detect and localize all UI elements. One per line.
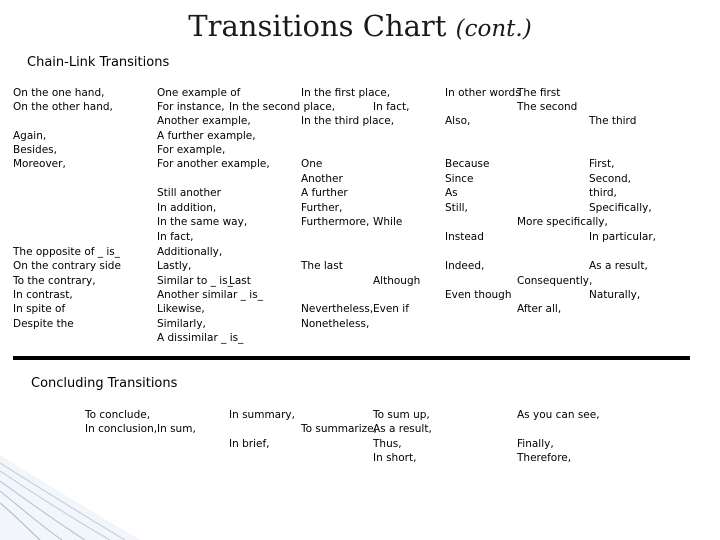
transition-phrase: In addition, <box>157 202 217 214</box>
transition-phrase: One example of <box>157 87 241 99</box>
transition-phrase: In the same way, <box>157 216 248 228</box>
transition-phrase: In the third place, <box>301 115 395 127</box>
transition-phrase: More specifically, <box>517 216 608 228</box>
chain-link-heading: Chain-Link Transitions <box>27 55 170 70</box>
transition-phrase: Indeed, <box>445 260 485 272</box>
transition-phrase: Even though <box>445 289 512 301</box>
transition-phrase: In the first place, <box>301 87 391 99</box>
transition-phrase: Again, <box>13 130 47 142</box>
transition-phrase: Similarly, <box>157 318 206 330</box>
transition-phrase: Likewise, <box>157 303 205 315</box>
section-divider <box>13 356 690 360</box>
transition-phrase: A dissimilar _ is_ <box>157 332 244 344</box>
transition-phrase: Last <box>229 275 251 287</box>
transition-phrase: In the second place, <box>229 101 336 113</box>
transition-phrase: The third <box>589 115 637 127</box>
transition-phrase: In other words <box>445 87 521 99</box>
transition-phrase: Thus, <box>373 438 402 450</box>
transition-phrase: In conclusion, <box>85 423 158 435</box>
transition-phrase: As a result, <box>373 423 432 435</box>
transition-phrase: Because <box>445 158 490 170</box>
transition-phrase: To conclude, <box>85 409 151 421</box>
transition-phrase: Additionally, <box>157 246 223 258</box>
transition-phrase: In brief, <box>229 438 270 450</box>
transition-phrase: Since <box>445 173 474 185</box>
page-title <box>0 8 720 47</box>
transition-phrase: The opposite of _ is_ <box>13 246 121 258</box>
transition-phrase: Besides, <box>13 144 57 156</box>
transition-phrase: Furthermore, <box>301 216 370 228</box>
transition-phrase: In contrast, <box>13 289 73 301</box>
transition-phrase: For instance, <box>157 101 225 113</box>
transition-phrase: On the other hand, <box>13 101 113 113</box>
decorative-corner-waves <box>0 455 140 540</box>
transition-phrase: A further <box>301 187 348 199</box>
transition-phrase: Moreover, <box>13 158 66 170</box>
transition-phrase: In particular, <box>589 231 656 243</box>
transition-phrase: First, <box>589 158 615 170</box>
transition-phrase: The first <box>517 87 561 99</box>
transition-phrase: The second <box>517 101 578 113</box>
transition-phrase: Second, <box>589 173 631 185</box>
transition-phrase: On the contrary side <box>13 260 121 272</box>
transition-phrase: As a result, <box>589 260 648 272</box>
transition-phrase: Consequently, <box>517 275 593 287</box>
transition-phrase: In fact, <box>157 231 194 243</box>
concluding-heading: Concluding Transitions <box>31 376 178 391</box>
transition-phrase: While <box>373 216 403 228</box>
transition-phrase: To the contrary, <box>13 275 96 287</box>
transition-phrase: The last <box>301 260 343 272</box>
transition-phrase: In spite of <box>13 303 66 315</box>
transition-phrase: Specifically, <box>589 202 652 214</box>
transition-phrase: Nonetheless, <box>301 318 370 330</box>
transition-phrase: In summary, <box>229 409 295 421</box>
title-main: Transitions Chart <box>188 9 447 43</box>
transition-phrase: Although <box>373 275 421 287</box>
transition-phrase: Nevertheless, <box>301 303 374 315</box>
transition-phrase: After all, <box>517 303 562 315</box>
transition-phrase: Still, <box>445 202 468 214</box>
transition-phrase: Also, <box>445 115 471 127</box>
transition-phrase: Even if <box>373 303 409 315</box>
transition-phrase: On the one hand, <box>13 87 105 99</box>
transition-phrase: Therefore, <box>517 452 572 464</box>
transition-phrase: Finally, <box>517 438 554 450</box>
transition-phrase: Instead <box>445 231 484 243</box>
title-subtitle: (cont.) <box>455 16 532 42</box>
transition-phrase: Still another <box>157 187 221 199</box>
transition-phrase: For example, <box>157 144 226 156</box>
transition-phrase: In fact, <box>373 101 410 113</box>
transition-phrase: Despite the <box>13 318 74 330</box>
transition-phrase: In sum, <box>157 423 196 435</box>
transition-phrase: In short, <box>373 452 417 464</box>
transition-phrase: A further example, <box>157 130 256 142</box>
transition-phrase: Another similar _ is_ <box>157 289 263 301</box>
transition-phrase: One <box>301 158 323 170</box>
transition-phrase: Naturally, <box>589 289 641 301</box>
transition-phrase: Similar to _ is_ <box>157 275 233 287</box>
transition-phrase: As you can see, <box>517 409 600 421</box>
transition-phrase: As <box>445 187 458 199</box>
transition-phrase: Another example, <box>157 115 251 127</box>
transition-phrase: third, <box>589 187 617 199</box>
transition-phrase: For another example, <box>157 158 270 170</box>
transition-phrase: To summarize, <box>301 423 377 435</box>
transition-phrase: Further, <box>301 202 343 214</box>
transition-phrase: Lastly, <box>157 260 192 272</box>
transition-phrase: To sum up, <box>373 409 430 421</box>
transition-phrase: Another <box>301 173 343 185</box>
